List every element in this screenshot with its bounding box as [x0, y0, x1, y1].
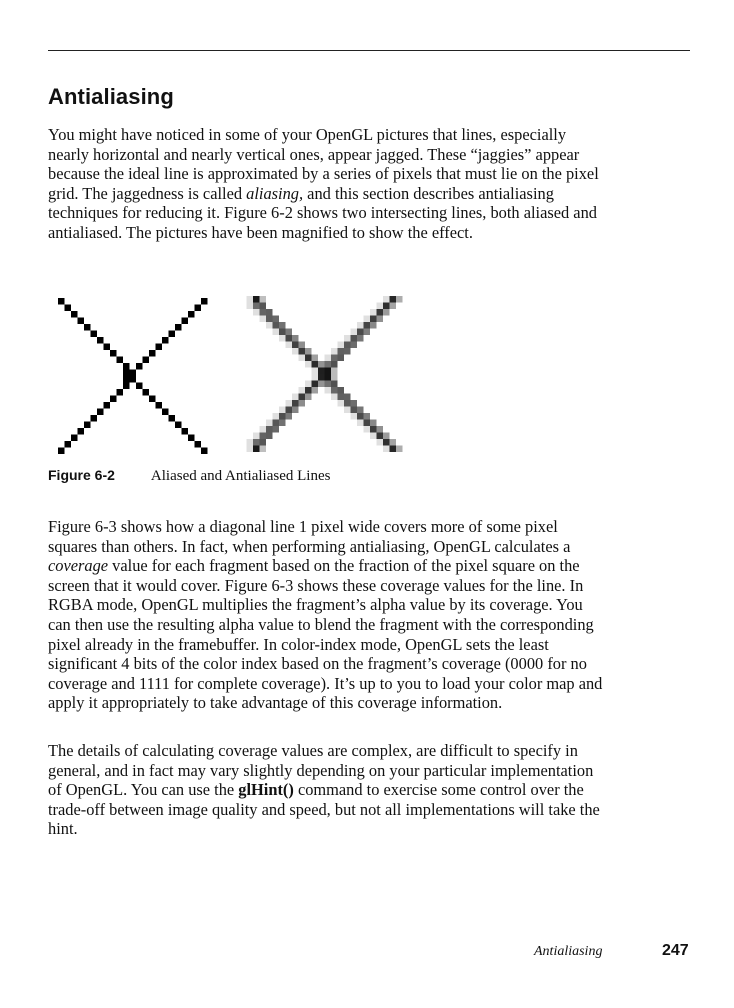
header-rule	[48, 50, 690, 51]
footer-running-title: Antialiasing	[534, 944, 603, 959]
footer-page-number: 247	[662, 942, 689, 959]
para1-text-a: You might have noticed in some of your OpenGL pictures that lines, especially nearly horizontal and nearly vertical ones, appear jagged. These “jaggies” appear because the ideal line is approximated by a series of pixels that must lie on the pixel grid. The jaggedness is called	[48, 125, 599, 203]
paragraph-glhint	[48, 741, 608, 839]
figure-caption-text: Aliased and Antialiased Lines	[150, 468, 331, 484]
para1-text-b: and this section describes antialiasing techniques for reducing it. Figure 6-2 shows two intersecting lines, both aliased and antialiased. The pictures have been magnified to show the effect.	[48, 183, 597, 242]
figure-caption	[48, 467, 330, 485]
para1-term-aliasing: aliasing,	[246, 183, 304, 203]
aliased-lines-image	[58, 298, 208, 454]
section-title: Antialiasing	[48, 84, 174, 109]
figure-label: Figure 6-2	[48, 467, 115, 483]
para3-text-b: command to exercise some control over the trade-off between image quality and speed, but not all implementations will take the hint.	[48, 780, 600, 839]
para3-command-glhint: glHint()	[238, 780, 294, 800]
paragraph-intro	[48, 125, 608, 243]
figure-aliased-antialiased-lines	[48, 294, 408, 464]
antialiased-lines-image	[247, 296, 403, 452]
para2-text-a: Figure 6-3 shows how a diagonal line 1 pixel wide covers more of some pixel squares than others. In fact, when performing antialiasing, OpenGL calculates a	[48, 517, 571, 556]
para2-term-coverage: coverage	[48, 556, 109, 576]
para3-text-a: The details of calculating coverage values are complex, are difficult to specify in general, and in fact may vary slightly depending on your particular implementation of OpenGL. You can use the	[48, 741, 594, 800]
para2-text-b: value for each fragment based on the fraction of the pixel square on the screen that it would cover. Figure 6-3 shows these coverage values for the line. In RGBA mode, OpenGL multiplies the fragment’s alpha value by its coverage. You can then use the resulting alpha value to blend the fragment with the corresponding pixel already in the framebuffer. In color-index mode, OpenGL sets the least significant 4 bits of the color index based on the fragment’s coverage (0000 for no coverage and 1111 for complete coverage). It’s up to you to load your color map and apply it appropriately to take advantage of this coverage information.	[48, 556, 603, 713]
paragraph-coverage	[48, 517, 608, 713]
